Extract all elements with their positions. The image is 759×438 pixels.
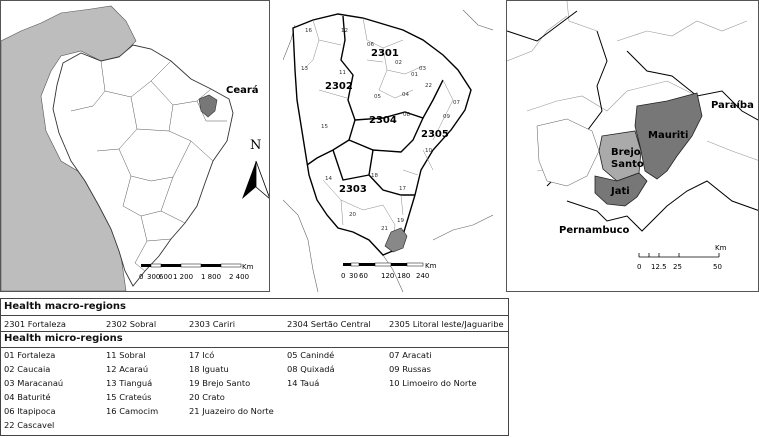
micro-region-item: 11 Sobral — [106, 350, 146, 360]
ceara-map — [283, 0, 493, 292]
micro-region-item: 10 Limoeiro do Norte — [389, 378, 477, 388]
micro-label: 02 — [395, 60, 402, 66]
micro-label: 10 — [425, 148, 432, 154]
micro-region-item: 02 Caucaia — [4, 364, 51, 374]
brazil-scale-tick: 0 — [139, 273, 144, 281]
brazil-scale-tick: 600 — [159, 273, 173, 281]
micro-label: 08 — [403, 112, 410, 118]
micro-region-item: 20 Crato — [189, 392, 225, 402]
brazil-scale-tick: 300 — [147, 273, 161, 281]
micro-region-item: 22 Cascavel — [4, 420, 55, 430]
health-regions-legend — [0, 298, 509, 436]
micro-region-item: 16 Camocim — [106, 406, 159, 416]
paraiba-label: Paraíba — [711, 100, 754, 111]
mauriti-label: Mauriti — [648, 130, 689, 141]
micro-region-item: 21 Juazeiro do Norte — [189, 406, 274, 416]
micro-label: 07 — [453, 100, 460, 106]
micro-label: 22 — [425, 83, 432, 89]
legend-divider — [1, 315, 508, 316]
ceara-scale-tick: 60 — [359, 272, 368, 280]
micro-label: 15 — [321, 124, 328, 130]
study-scale-unit: Km — [715, 244, 727, 252]
micro-region-item: 09 Russas — [389, 364, 431, 374]
macro-label-2305: 2305 — [421, 129, 449, 140]
micro-region-item: 08 Quixadá — [287, 364, 335, 374]
brejo-santo-label: Brejo Santo — [611, 147, 644, 170]
brazil-scale-bar — [139, 263, 254, 281]
macro-label-2304: 2304 — [369, 115, 397, 126]
macro-region-item: 2304 Sertão Central — [287, 319, 371, 329]
micro-region-item: 13 Tianguá — [106, 378, 153, 388]
micro-region-item: 01 Fortaleza — [4, 350, 56, 360]
micro-label: 16 — [305, 28, 312, 34]
neighbor-municipality — [537, 119, 599, 186]
micro-label: 06 — [367, 42, 374, 48]
micro-label: 13 — [301, 66, 308, 72]
macro-region-item: 2302 Sobral — [106, 319, 157, 329]
ceara-scale-tick: 0 — [341, 272, 346, 280]
micro-label: 17 — [399, 186, 406, 192]
macro-region-item: 2303 Cariri — [189, 319, 236, 329]
ceara-scale-bar — [341, 262, 437, 280]
legend-divider — [1, 331, 508, 332]
micro-region-item: 15 Crateús — [106, 392, 152, 402]
micro-label: 01 — [411, 72, 418, 78]
macro-label-2302: 2302 — [325, 81, 353, 92]
brazil-scale-tick: 1 800 — [201, 273, 222, 281]
macro-label-2301: 2301 — [371, 48, 399, 59]
ceara-map-panel — [283, 0, 493, 292]
study-scale-bar — [637, 244, 727, 271]
ceara-label: Ceará — [226, 85, 259, 96]
micro-label: 04 — [402, 92, 409, 98]
brazil-map — [1, 1, 270, 292]
ceara-scale-tick: 120 — [381, 272, 395, 280]
micro-label: 19 — [397, 218, 404, 224]
brazil-map-panel — [0, 0, 270, 292]
micro-label: 20 — [349, 212, 356, 218]
micro-region-item: 19 Brejo Santo — [189, 378, 251, 388]
brazil-scale-tick: 1 200 — [173, 273, 194, 281]
study-scale-tick: 50 — [713, 263, 722, 271]
micro-label: 03 — [419, 66, 426, 72]
jati-label: Jati — [611, 186, 630, 197]
study-scale-tick: 25 — [673, 263, 682, 271]
ceara-scale-tick: 240 — [416, 272, 430, 280]
study-area-map — [507, 1, 759, 292]
macro-region-item: 2301 Fortaleza — [4, 319, 66, 329]
macro-region-item: 2305 Litoral leste/Jaguaribe — [389, 319, 504, 329]
micro-region-item: 07 Aracati — [389, 350, 432, 360]
micro-label: 12 — [341, 28, 348, 34]
micro-region-item: 18 Iguatu — [189, 364, 229, 374]
brazil-scale-unit: Km — [242, 263, 254, 271]
micro-region-item: 06 Itapipoca — [4, 406, 56, 416]
micro-label: 09 — [443, 114, 450, 120]
north-label: N — [250, 138, 262, 153]
micro-regions-title: Health micro-regions — [4, 333, 123, 344]
ceara-scale-tick: 30 — [349, 272, 358, 280]
micro-label: 05 — [374, 94, 381, 100]
micro-region-item: 04 Baturité — [4, 392, 51, 402]
brazil-scale-tick: 2 400 — [229, 273, 250, 281]
micro-region-item: 05 Canindé — [287, 350, 335, 360]
study-scale-tick: 12.5 — [651, 263, 667, 271]
north-arrow — [242, 138, 270, 199]
study-area-panel — [506, 0, 759, 292]
micro-label: 14 — [325, 176, 332, 182]
legend-divider — [1, 347, 508, 348]
micro-region-item: 12 Acaraú — [106, 364, 149, 374]
macro-regions-title: Health macro-regions — [4, 301, 126, 312]
micro-label: 21 — [381, 226, 388, 232]
study-scale-tick: 0 — [637, 263, 642, 271]
micro-label: 18 — [371, 173, 378, 179]
micro-region-item: 03 Maracanaú — [4, 378, 64, 388]
ceara-scale-unit: Km — [425, 262, 437, 270]
ceara-scale-tick: 180 — [397, 272, 411, 280]
micro-label: 11 — [339, 70, 346, 76]
macro-label-2303: 2303 — [339, 184, 367, 195]
pernambuco-label: Pernambuco — [559, 225, 630, 236]
micro-region-item: 14 Tauá — [287, 378, 320, 388]
micro-region-item: 17 Icó — [189, 350, 215, 360]
